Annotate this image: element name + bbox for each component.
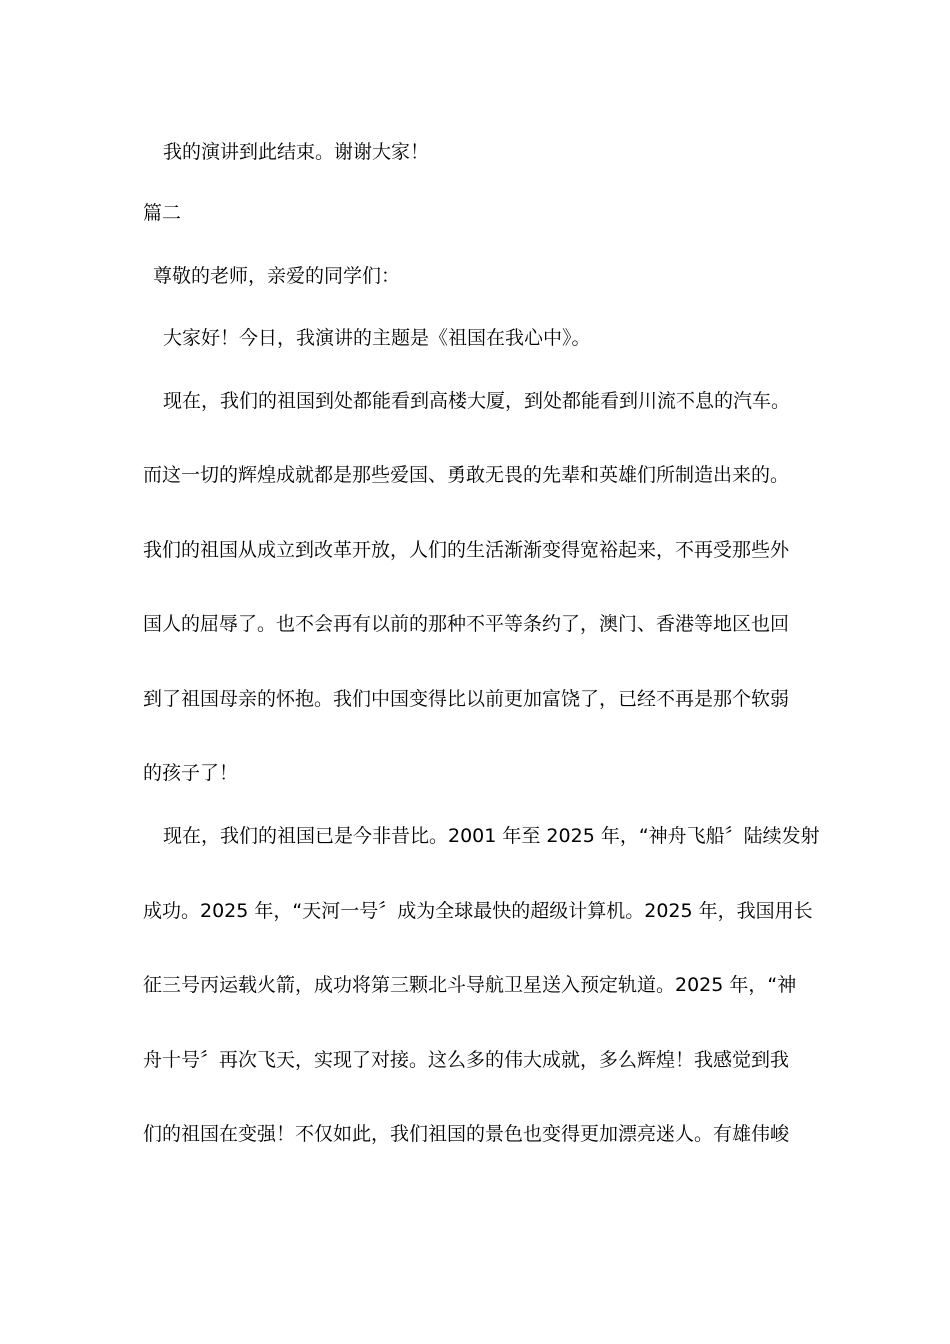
paragraph-line: 国人的屈辱了。也不会再有以前的那种不平等条约了，澳门、香港等地区也回 (143, 613, 790, 635)
greeting: 大家好！今日，我演讲的主题是《祖国在我心中》。 (163, 327, 591, 349)
salutation: 尊敬的老师，亲爱的同学们： (153, 265, 401, 287)
paragraph-line: 舟十号〞再次飞天，实现了对接。这么多的伟大成就，多么辉煌！我感觉到我 (143, 1049, 790, 1071)
paragraph-line: 我们的祖国从成立到改革开放，人们的生活渐渐变得宽裕起来，不再受那些外 (143, 539, 790, 561)
paragraph-line: 到了祖国母亲的怀抱。我们中国变得比以前更加富饶了，已经不再是那个软弱 (143, 688, 790, 710)
paragraph-line: 现在，我们的祖国到处都能看到高楼大厦，到处都能看到川流不息的汽车。 (163, 390, 791, 412)
paragraph-line: 征三号丙运载火箭，成功将第三颗北斗导航卫星送入预定轨道。2025 年，“神 (143, 974, 797, 996)
paragraph-line: 成功。2025 年，“天河一号〞成为全球最快的超级计算机。2025 年，我国用长 (143, 900, 813, 922)
paragraph-line: 的孩子了！ (143, 762, 239, 784)
paragraph-line: 而这一切的辉煌成就都是那些爱国、勇敢无畏的先辈和英雄们所制造出来的。 (143, 464, 790, 486)
paragraph-line: 现在，我们的祖国已是今非昔比。2001 年至 2025 年，“神舟飞船〞陆续发射 (163, 825, 820, 847)
paragraph-line: 们的祖国在变强！不仅如此，我们祖国的景色也变得更加漂亮迷人。有雄伟峻 (143, 1123, 790, 1145)
closing-line: 我的演讲到此结束。谢谢大家！ (163, 141, 430, 163)
section-heading: 篇二 (143, 202, 182, 224)
